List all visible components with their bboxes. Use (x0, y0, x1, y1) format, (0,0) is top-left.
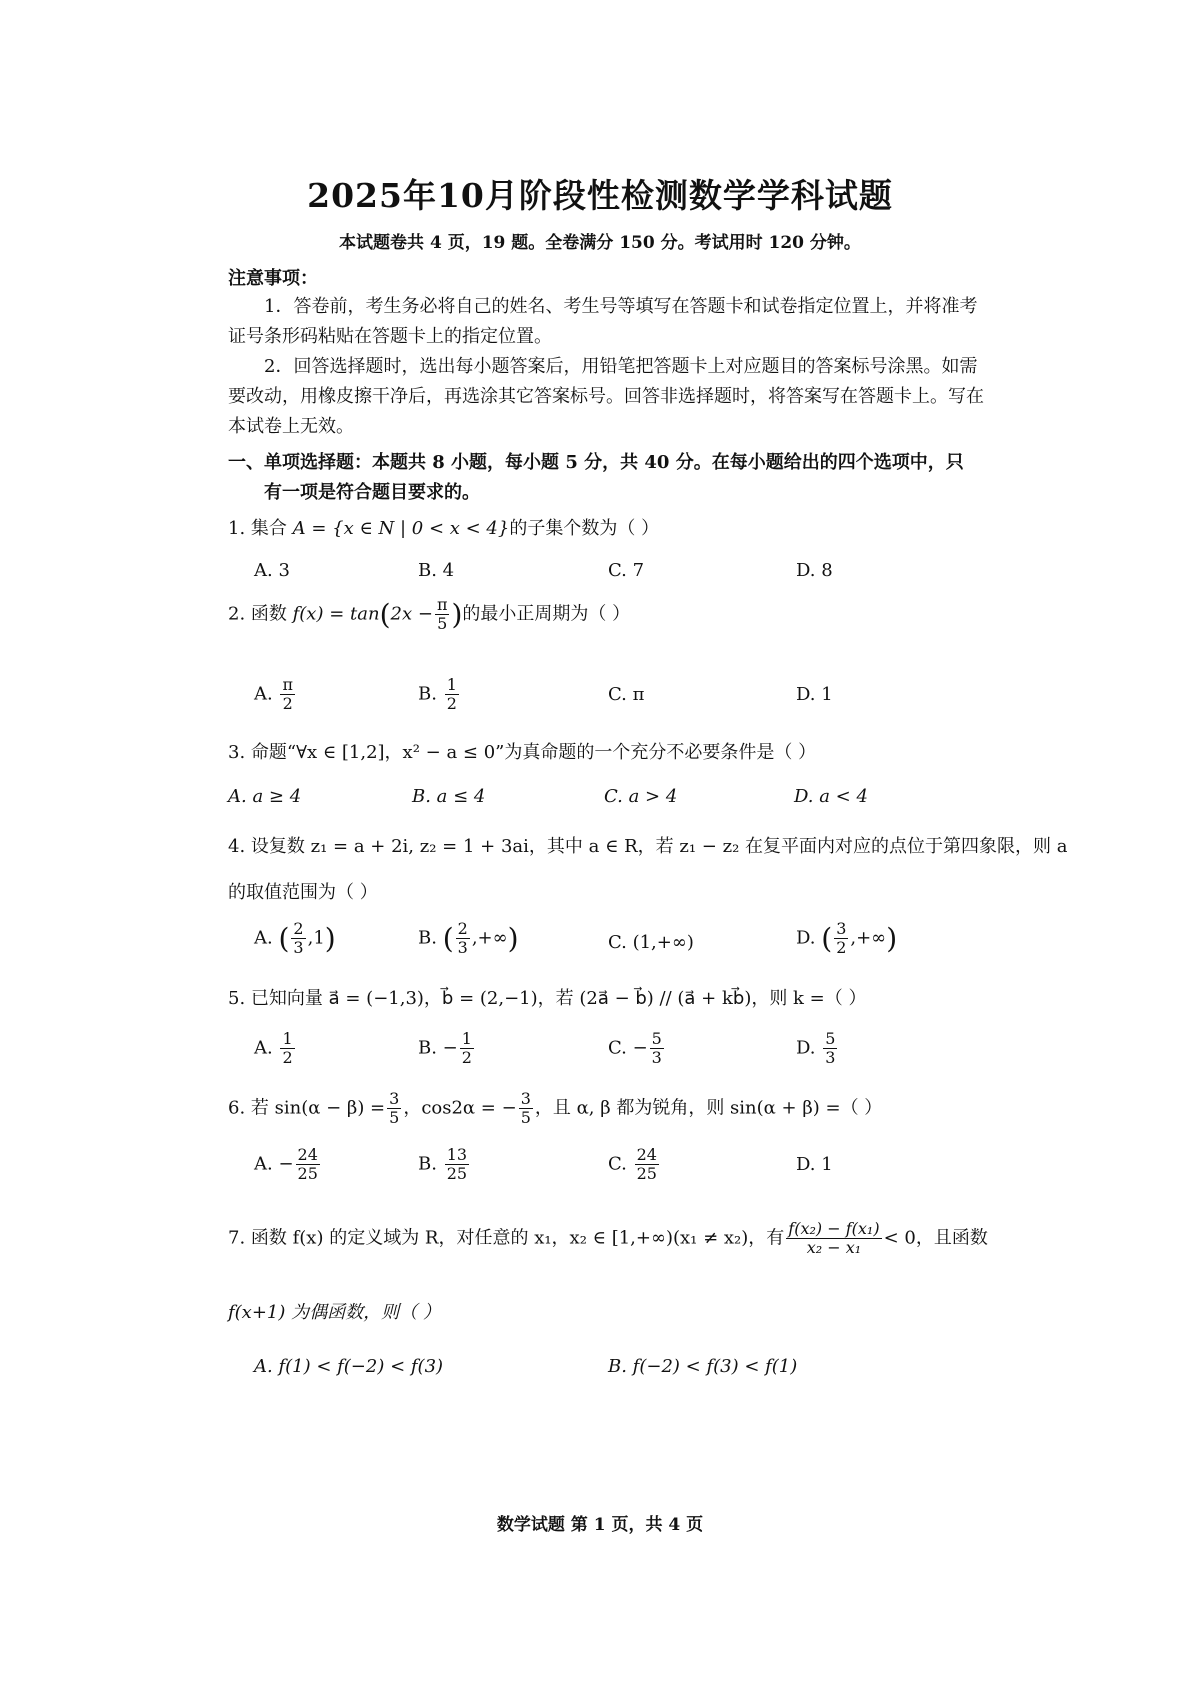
option-a-fraction (291, 920, 305, 957)
option-d: D. 8 (796, 560, 833, 581)
option-b-fraction (460, 1030, 474, 1067)
fraction-denominator: 5 (437, 614, 448, 633)
question-1-prefix: 1. 集合 (228, 518, 293, 539)
fraction-denominator: 2 (446, 694, 457, 713)
fraction-numerator: 24 (297, 1145, 318, 1164)
fraction-numerator: 1 (282, 1029, 293, 1048)
question-1 (228, 514, 659, 540)
option-d (796, 920, 897, 957)
option-c: C. (1,+∞) (608, 932, 694, 953)
question-6-fraction-1 (387, 1090, 401, 1127)
option-a: A. f(1) < f(−2) < f(3) (254, 1356, 444, 1377)
paren-close: ) (451, 598, 463, 631)
option-a-label: A. − (254, 1153, 294, 1175)
fraction-numerator: 2 (293, 919, 304, 938)
option-b (418, 1146, 471, 1183)
fraction-denominator: 2 (836, 938, 847, 957)
option-d-label: D. (796, 927, 816, 949)
fraction-numerator: π (436, 595, 448, 614)
fraction-numerator: π (282, 675, 293, 694)
option-c (608, 1030, 666, 1067)
option-d-label: D. (796, 1037, 816, 1059)
option-a-fraction (280, 1030, 294, 1067)
paren-open: ( (379, 598, 391, 631)
option-b (418, 676, 461, 713)
notice-item-2: 2．回答选择题时，选出每小题答案后，用铅笔把答题卡上对应题目的答案标号涂黑。如需要改动，用橡皮擦干净后，再选涂其它答案标号。回答非选择题时，将答案写在答题卡上。写在本试卷上无效。 (228, 356, 984, 437)
paren-open: ( (821, 922, 833, 955)
section-heading-line-2: 有一项是符合题目要求的。 (264, 482, 480, 503)
notice-item-1: 1．答卷前，考生务必将自己的姓名、考生号等填写在答题卡和试卷指定位置上，并将准考证号条形码粘贴在答题卡上的指定位置。 (228, 296, 978, 347)
exam-info: 本试题卷共 4 页，19 题。全卷满分 150 分。考试用时 120 分钟。 (339, 233, 861, 253)
question-6-part-a: 6. 若 sin(α − β) = (228, 1097, 386, 1119)
question-7-line-1 (228, 1220, 988, 1257)
question-1-suffix: 的子集个数为（ ） (509, 518, 660, 539)
page-title: 2025年10月阶段性检测数学学科试题 (307, 176, 893, 215)
option-a (254, 920, 336, 957)
fraction-numerator: 24 (636, 1145, 657, 1164)
fraction-denominator: 2 (461, 1048, 472, 1067)
fraction-denominator: 25 (297, 1164, 318, 1183)
question-2-math-b: 2x − (390, 603, 433, 625)
fraction-denominator: 3 (825, 1048, 836, 1067)
fraction-numerator: 1 (446, 675, 457, 694)
question-7-part-a: 7. 函数 f(x) 的定义域为 R，对任意的 x₁，x₂ ∈ [1,+∞)(x₁ ≠ x₂)，有 (228, 1227, 785, 1249)
fraction-numerator: 3 (389, 1089, 400, 1108)
fraction-denominator: 5 (520, 1108, 531, 1127)
question-7-part-b: < 0，且函数 (883, 1227, 988, 1249)
question-2-prefix: 2. 函数 (228, 603, 293, 625)
paren-close: ) (507, 922, 519, 955)
question-2-math-a: f(x) = tan (292, 603, 380, 625)
question-2-fraction (435, 596, 450, 633)
question-2-suffix: 的最小正周期为（ ） (462, 603, 631, 625)
option-d-fraction (834, 920, 848, 957)
question-7-fraction (786, 1220, 881, 1257)
option-a: A. a ≥ 4 (228, 786, 302, 807)
option-d (796, 1030, 839, 1067)
option-b (418, 920, 519, 957)
fraction-numerator: 5 (825, 1029, 836, 1048)
option-a-tail: ,1 (307, 927, 325, 949)
question-2 (228, 596, 630, 633)
option-d: D. 1 (796, 1154, 833, 1175)
option-c-label: C. − (608, 1037, 648, 1059)
paren-open: ( (442, 922, 454, 955)
option-c: C. a > 4 (604, 786, 678, 807)
option-b-label: B. − (418, 1037, 458, 1059)
option-c: C. 7 (608, 560, 645, 581)
page-footer: 数学试题 第 1 页，共 4 页 (496, 1515, 704, 1535)
option-b: B. a ≤ 4 (412, 786, 486, 807)
option-d: D. 1 (796, 684, 833, 705)
option-b-label: B. (418, 1153, 437, 1175)
fraction-denominator: 25 (446, 1164, 468, 1183)
option-d-tail: ,+∞ (850, 927, 887, 949)
option-a-label: A. (254, 683, 273, 705)
option-b-label: B. (418, 683, 437, 705)
fraction-denominator: 5 (389, 1108, 400, 1127)
question-4-line-1: 4. 设复数 z₁ = a + 2i, z₂ = 1 + 3ai，其中 a ∈ R，若 z₁ − z₂ 在复平面内对应的点位于第四象限，则 a (228, 836, 1068, 857)
fraction-denominator: 2 (282, 1048, 293, 1067)
question-6-part-c: ，且 α, β 都为锐角，则 sin(α + β) =（ ） (534, 1097, 883, 1119)
option-a-label: A. (254, 1037, 273, 1059)
option-c-fraction (650, 1030, 664, 1067)
notice-section (228, 292, 988, 442)
fraction-numerator: 13 (446, 1145, 468, 1164)
question-5: 5. 已知向量 a⃗ = (−1,3)，b⃗ = (2,−1)，若 (2a⃗ − b⃗) // (a⃗ + kb⃗)，则 k =（ ） (228, 988, 867, 1009)
fraction-numerator: 5 (651, 1029, 662, 1048)
question-7-line-2: f(x+1) 为偶函数，则（ ） (228, 1302, 441, 1323)
option-b: B. f(−2) < f(3) < f(1) (608, 1356, 798, 1377)
question-4-line-2: 的取值范围为（ ） (228, 882, 378, 903)
option-b: B. 4 (418, 560, 455, 581)
question-1-math: A = {x ∈ N | 0 < x < 4} (292, 518, 510, 539)
section-heading (228, 448, 988, 508)
option-d: D. a < 4 (794, 786, 868, 807)
fraction-denominator: 3 (651, 1048, 662, 1067)
fraction-denominator: 3 (457, 938, 468, 957)
option-a-fraction (280, 676, 295, 713)
option-a (254, 676, 297, 713)
fraction-numerator: 1 (461, 1029, 472, 1048)
fraction-denominator: 3 (293, 938, 304, 957)
option-b-tail: ,+∞ (471, 927, 508, 949)
question-3: 3. 命题“∀x ∈ [1,2]，x² − a ≤ 0”为真命题的一个充分不必要条件是（ ） (228, 742, 817, 763)
option-a-label: A. (254, 927, 273, 949)
option-d-fraction (823, 1030, 837, 1067)
option-a: A. 3 (254, 560, 290, 581)
option-c-label: C. (608, 1153, 627, 1175)
paren-close: ) (886, 922, 898, 955)
option-c-fraction (635, 1146, 659, 1183)
paren-close: ) (324, 922, 336, 955)
option-a (254, 1146, 322, 1183)
option-b-fraction (445, 676, 459, 713)
question-6-part-b: ，cos2α = − (403, 1097, 517, 1119)
fraction-numerator: f(x₂) − f(x₁) (788, 1219, 880, 1238)
option-b-fraction (456, 920, 470, 957)
fraction-denominator: 25 (636, 1164, 657, 1183)
question-6-fraction-2 (519, 1090, 533, 1127)
fraction-denominator: x₂ − x₁ (806, 1238, 862, 1257)
fraction-denominator: 2 (282, 694, 293, 713)
option-b-label: B. (418, 927, 437, 949)
fraction-numerator: 3 (520, 1089, 531, 1108)
option-c: C. π (608, 684, 645, 705)
option-a-fraction (296, 1146, 320, 1183)
option-b (418, 1030, 476, 1067)
question-6 (228, 1090, 882, 1127)
option-c (608, 1146, 661, 1183)
fraction-numerator: 3 (836, 919, 847, 938)
paren-open: ( (278, 922, 290, 955)
option-b-fraction (445, 1146, 469, 1183)
section-heading-line-1: 一、单项选择题：本题共 8 小题，每小题 5 分，共 40 分。在每小题给出的四个选项中，只 (228, 452, 964, 473)
fraction-numerator: 2 (457, 919, 468, 938)
notice-heading: 注意事项： (228, 268, 318, 289)
option-a (254, 1030, 297, 1067)
